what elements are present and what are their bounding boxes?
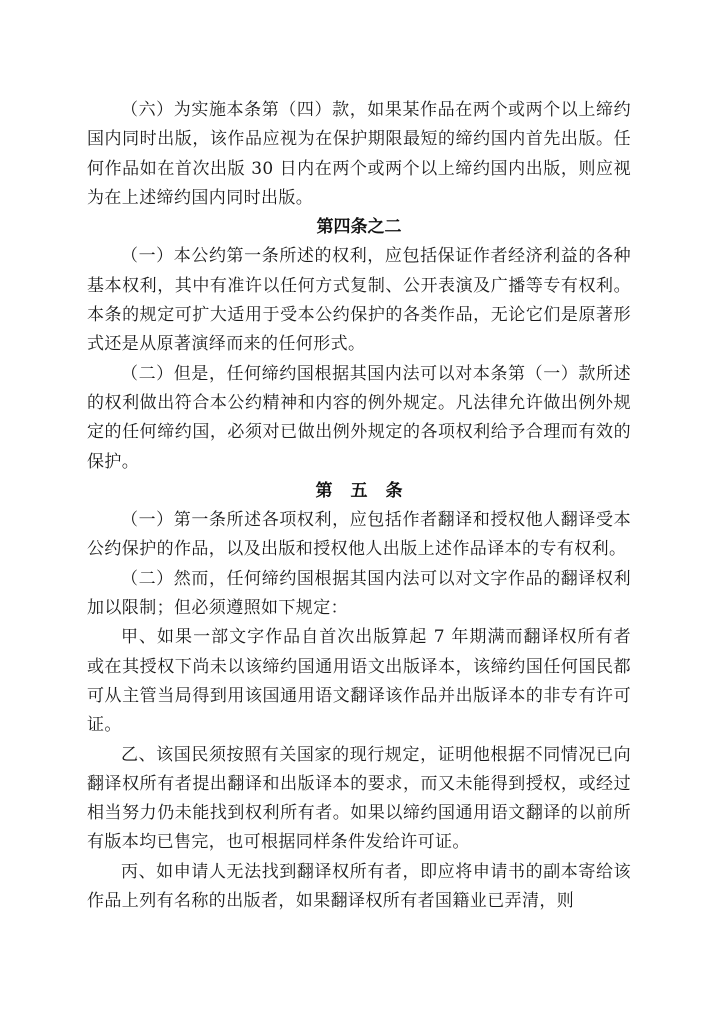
paragraph-4-6: （六）为实施本条第（四）款，如果某作品在两个或两个以上缔约国内同时出版，该作品应视为在保护期限最短的缔约国内首先出版。任何作品如在首次出版 30 日内在两个或两个以上缔约国内出版，则应视为在上述缔约国内同时出版。: [87, 100, 631, 208]
paragraph-4bis-1: （一）本公约第一条所述的权利，应包括保证作者经济利益的各种基本权利，其中有准许以任何方式复制、公开表演及广播等专有权利。本条的规定可扩大适用于受本公约保护的各类作品，无论它们是原著形式还是从原著演绎而来的任何形式。: [87, 246, 631, 355]
paragraph-5-2-a: 甲、如果一部文字作品自首次出版算起 7 年期满而翻译权所有者或在其授权下尚未以该缔约国通用语文出版译本，该缔约国任何国民都可从主管当局得到用该国通用语文翻译该作品并出版译本的非专有许可证。: [87, 627, 631, 736]
paragraph-5-2-c: 丙、如申请人无法找到翻译权所有者，即应将申请书的副本寄给该作品上列有名称的出版者，如果翻译权所有者国籍业已弄清，则: [87, 861, 631, 912]
paragraph-5-2-b: 乙、该国民须按照有关国家的现行规定，证明他根据不同情况已向翻译权所有者提出翻译和出版译本的要求，而又未能得到授权，或经过相当努力仍未能找到权利所有者。如果以缔约国通用语文翻译的以前所有版本均已售完，也可根据同样条件发给许可证。: [87, 744, 631, 853]
paragraph-5-1: （一）第一条所述各项权利，应包括作者翻译和授权他人翻译受本公约保护的作品，以及出版和授权他人出版上述作品译本的专有权利。: [87, 510, 631, 560]
document-page: [87, 96, 631, 916]
article-4bis-heading: 第四条之二: [316, 217, 402, 238]
paragraph-4bis-2: （二）但是，任何缔约国根据其国内法可以对本条第（一）款所述的权利做出符合本公约精神和内容的例外规定。凡法律允许做出例外规定的任何缔约国，必须对已做出例外规定的各项权利给予合理而有效的保护。: [87, 363, 631, 472]
paragraph-5-2: （二）然而，任何缔约国根据其国内法可以对文字作品的翻译权利加以限制；但必须遵照如下规定：: [87, 568, 631, 619]
article-5-heading: 第五条: [315, 480, 421, 501]
